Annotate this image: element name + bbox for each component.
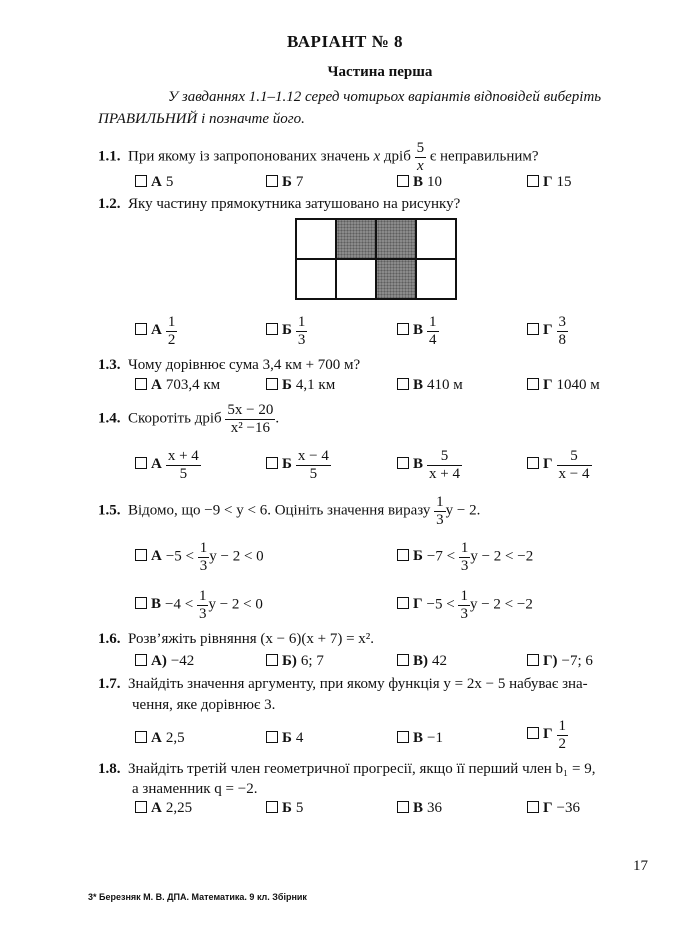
- page-title: ВАРІАНТ № 8: [287, 32, 403, 51]
- question-text: є неправильним?: [429, 148, 539, 165]
- question-number: 1.8.: [98, 761, 121, 777]
- option-v[interactable]: В 10: [397, 174, 442, 191]
- question-text: Відомо, що −9 < y < 6. Оцініть значення виразу: [128, 502, 431, 519]
- checkbox[interactable]: [397, 457, 409, 469]
- question-text-continued: а знаменник q = −2.: [132, 781, 258, 797]
- option-g[interactable]: Г $\frac{3}{8}$: [527, 314, 568, 348]
- question-text: При якому із запропонованих значень: [128, 148, 370, 165]
- shaded-rectangle-figure: [295, 218, 457, 300]
- question-1-2: [98, 196, 460, 213]
- question-text: Чому дорівнює сума 3,4 км + 700 м?: [128, 357, 361, 373]
- option-v[interactable]: В −4 < $\frac{1}{3}$ y − 2 < 0: [135, 588, 263, 622]
- checkbox[interactable]: [266, 654, 278, 666]
- checkbox[interactable]: [527, 801, 539, 813]
- checkbox[interactable]: [135, 654, 147, 666]
- question-1-8: [98, 761, 595, 778]
- option-a[interactable]: А 2,25: [135, 800, 192, 817]
- question-number: 1.2.: [98, 196, 121, 212]
- question-text: дріб: [383, 148, 411, 165]
- checkbox[interactable]: [266, 323, 278, 335]
- grid-cell: [296, 259, 336, 299]
- checkbox[interactable]: [397, 323, 409, 335]
- option-b[interactable]: Б) 6; 7: [266, 653, 324, 670]
- option-g[interactable]: Г 15: [527, 174, 572, 191]
- question-1-6: [98, 631, 374, 648]
- checkbox[interactable]: [527, 323, 539, 335]
- checkbox[interactable]: [135, 597, 147, 609]
- option-a[interactable]: А 5: [135, 174, 173, 191]
- question-number: 1.1.: [98, 148, 121, 165]
- option-b[interactable]: Б $\frac{x - 4}{5}$: [266, 448, 331, 482]
- question-number: 1.3.: [98, 357, 121, 373]
- checkbox[interactable]: [397, 378, 409, 390]
- question-number: 1.5.: [98, 502, 121, 519]
- checkbox[interactable]: [135, 175, 147, 187]
- checkbox[interactable]: [527, 654, 539, 666]
- checkbox[interactable]: [266, 731, 278, 743]
- question-text: Знайдіть значення аргументу, при якому функція y = 2x − 5 набуває зна-: [128, 676, 588, 692]
- instruction-text: У завданнях 1.1–1.12 серед чотирьох варіантів відповідей виберіть ПРАВИЛЬНИЙ і позначте його.: [98, 89, 602, 127]
- checkbox[interactable]: [527, 457, 539, 469]
- question-number: 1.7.: [98, 676, 121, 692]
- checkbox[interactable]: [397, 549, 409, 561]
- option-b[interactable]: Б 7: [266, 174, 303, 191]
- grid-cell-shaded: [376, 219, 416, 259]
- grid-cell: [416, 219, 456, 259]
- checkbox[interactable]: [397, 654, 409, 666]
- checkbox[interactable]: [266, 801, 278, 813]
- checkbox[interactable]: [397, 597, 409, 609]
- checkbox[interactable]: [527, 727, 539, 739]
- option-a[interactable]: А $\frac{1}{2}$: [135, 314, 177, 348]
- checkbox[interactable]: [527, 378, 539, 390]
- grid-cell: [416, 259, 456, 299]
- checkbox[interactable]: [397, 801, 409, 813]
- option-g[interactable]: Г) −7; 6: [527, 653, 593, 670]
- option-b[interactable]: Б 5: [266, 800, 303, 817]
- grid-cell-shaded: [336, 219, 376, 259]
- question-1-4: 1.4. Скоротіть дріб $\frac{5x - 20}{\text{x² −16}}$ .: [98, 402, 280, 436]
- footer-citation: 3* Березняк М. В. ДПА. Математика. 9 кл. Збірник: [88, 892, 307, 902]
- option-b[interactable]: Б 4,1 км: [266, 377, 335, 394]
- question-text: Розв’яжіть рівняння (x − 6)(x + 7) = x².: [128, 631, 375, 647]
- option-b[interactable]: Б $\frac{1}{3}$: [266, 314, 307, 348]
- question-text: Скоротіть дріб: [128, 410, 222, 427]
- checkbox[interactable]: [266, 175, 278, 187]
- option-v[interactable]: В 410 м: [397, 377, 463, 394]
- option-g[interactable]: Г 1040 м: [527, 377, 600, 394]
- option-v[interactable]: В 36: [397, 800, 442, 817]
- checkbox[interactable]: [135, 457, 147, 469]
- checkbox[interactable]: [397, 731, 409, 743]
- question-text: Яку частину прямокутника затушовано на рисунку?: [128, 196, 461, 212]
- expression: y − 2.: [445, 502, 481, 519]
- grid-cell-shaded: [376, 259, 416, 299]
- question-text-continued: чення, яке дорівнює 3.: [132, 697, 276, 713]
- option-a[interactable]: А $\frac{x + 4}{5}$: [135, 448, 201, 482]
- checkbox[interactable]: [135, 801, 147, 813]
- question-1-5: [98, 494, 480, 528]
- option-a[interactable]: А 703,4 км: [135, 377, 220, 394]
- fraction: $\frac{5x - 20}{\text{x² −16}}$: [227, 402, 274, 436]
- option-b[interactable]: Б −7 < $\frac{1}{3}$ y − 2 < −2: [397, 540, 533, 574]
- checkbox[interactable]: [135, 378, 147, 390]
- question-number: 1.6.: [98, 631, 121, 647]
- question-text: Знайдіть третій член геометричної прогресії, якщо її перший член b₁ = 9,: [128, 761, 596, 777]
- option-v[interactable]: В) 42: [397, 653, 447, 670]
- section-subtitle: Частина перша: [327, 64, 433, 80]
- checkbox[interactable]: [527, 175, 539, 187]
- grid-cell: [336, 259, 376, 299]
- variable: x: [373, 148, 381, 165]
- fraction: $\frac{5}{x}$: [416, 140, 425, 174]
- option-g[interactable]: Г −36: [527, 800, 580, 817]
- question-1-1: [98, 140, 539, 174]
- page-number: 17: [633, 858, 648, 874]
- option-a[interactable]: А −5 < $\frac{1}{3}$ y − 2 < 0: [135, 540, 264, 574]
- checkbox[interactable]: [135, 549, 147, 561]
- checkbox[interactable]: [397, 175, 409, 187]
- option-v[interactable]: В −1: [397, 730, 443, 747]
- grid-cell: [296, 219, 336, 259]
- option-g[interactable]: Г $\frac{1}{2}$: [527, 718, 568, 752]
- checkbox[interactable]: [135, 731, 147, 743]
- checkbox[interactable]: [266, 378, 278, 390]
- option-v[interactable]: В $\frac{1}{4}$: [397, 314, 439, 348]
- checkbox[interactable]: [135, 323, 147, 335]
- option-v[interactable]: В $\frac{5}{x + 4}$: [397, 448, 462, 482]
- fraction: $\frac{1}{3}$: [436, 494, 444, 528]
- option-a[interactable]: А) −42: [135, 653, 194, 670]
- option-g[interactable]: Г $\frac{5}{x - 4}$: [527, 448, 592, 482]
- option-a[interactable]: А 2,5: [135, 730, 185, 747]
- question-number: 1.4.: [98, 410, 121, 427]
- option-g[interactable]: Г −5 < $\frac{1}{3}$ y − 2 < −2: [397, 588, 533, 622]
- checkbox[interactable]: [266, 457, 278, 469]
- question-1-3: [98, 357, 360, 374]
- option-b[interactable]: Б 4: [266, 730, 303, 747]
- question-1-7: [98, 676, 588, 693]
